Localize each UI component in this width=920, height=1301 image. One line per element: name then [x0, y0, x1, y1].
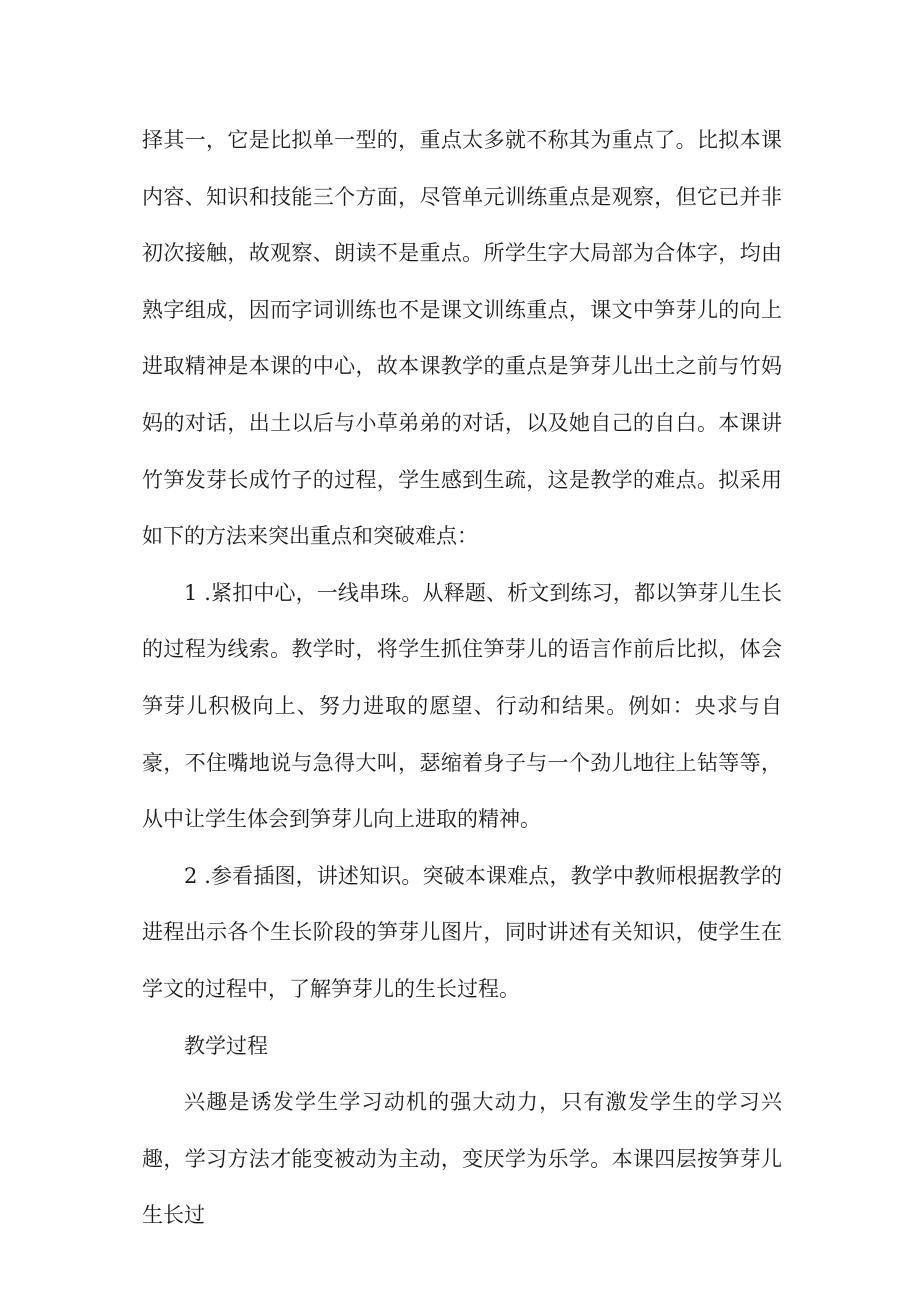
- document-body: [142, 112, 782, 1244]
- paragraph-key-points: 择其一，它是比拟单一型的，重点太多就不称其为重点了。比拟本课内容、知识和技能三个方面，尽管单元训练重点是观察，但它已并非初次接触，故观察、朗读不是重点。所学生字大局部为合体字，均由熟字组成，因而字词训练也不是课文训练重点，课文中笋芽儿的向上进取精神是本课的中心，故本课教学的重点是笋芽儿出土之前与竹妈妈的对话，出土以后与小草弟弟的对话，以及她自己的自白。本课讲竹笋发芽长成竹子的过程，学生感到生疏，这是教学的难点。拟采用如下的方法来突出重点和突破难点：: [142, 128, 782, 549]
- paragraph-interest: 兴趣是诱发学生学习动机的强大动力，只有激发学生的学习兴趣，学习方法才能变被动为主动，变厌学为乐学。本课四层按笋芽儿生长过: [142, 1090, 782, 1228]
- paragraph-method-1: 1 .紧扣中心，一线串珠。从释题、析文到练习，都以笋芽儿生长的过程为线索。教学时，将学生抓住笋芽儿的语言作前后比拟，体会笋芽儿积极向上、努力进取的愿望、行动和结果。例如：央求与自豪，不住嘴地说与急得大叫，瑟缩着身子与一个劲儿地往上钻等等，从中让学生体会到笋芽儿向上进取的精神。: [142, 580, 782, 832]
- section-heading-teaching-process: 教学过程: [184, 1033, 268, 1058]
- paragraph-method-2: 2 .参看插图，讲述知识。突破本课难点，教学中教师根据教学的进程出示各个生长阶段的笋芽儿图片，同时讲述有关知识，使学生在学文的过程中，了解笋芽儿的生长过程。: [142, 863, 782, 1001]
